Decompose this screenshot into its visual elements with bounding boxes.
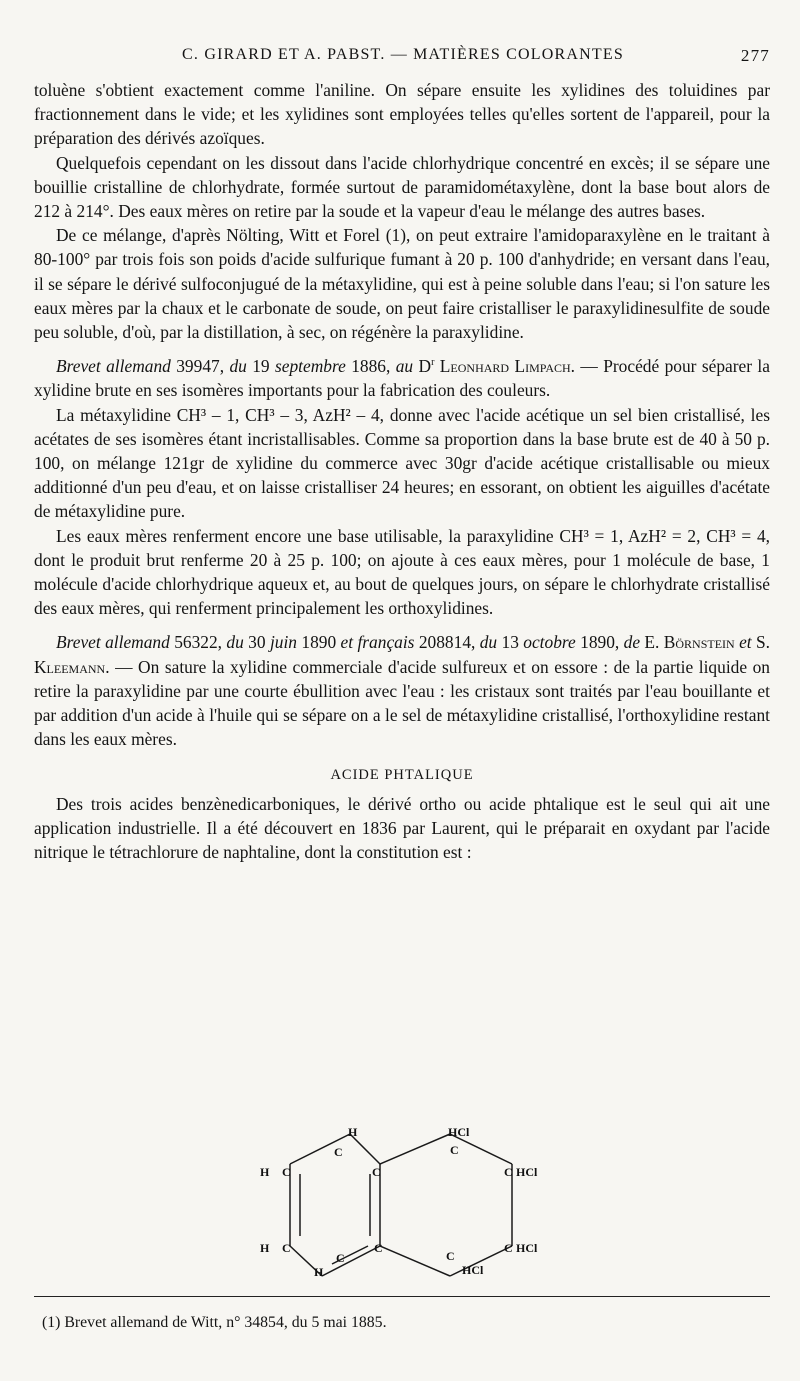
footnote-text: Brevet allemand de Witt, n° 34854, du 5 mai 1885. — [60, 1314, 387, 1331]
label-c9: C — [336, 1251, 345, 1265]
running-head-title: C. GIRARD ET A. PABST. — MATIÈRES COLORANTES — [182, 46, 624, 63]
paragraph-1: toluène s'obtient exactement comme l'aniline. On sépare ensuite les xylidines des toluidines par fractionnement dans le vide; et les xylidines sont employées telles qu'elles sortent de l'appareil, pour la préparation des dérivés azoïques. — [34, 80, 770, 149]
patent2-et-francais: et français — [340, 632, 415, 653]
footnote-marker: (1) — [42, 1314, 61, 1331]
patent2-initial-e: E. — [640, 632, 664, 653]
patent2-month1: juin — [269, 632, 297, 653]
patent-author: Leonhard Limpach. — [434, 356, 576, 377]
patent2-label: Brevet allemand — [56, 632, 170, 653]
patent-number: 39947, — [170, 356, 230, 377]
label-c5: C — [504, 1165, 513, 1179]
patent-paragraph-limpach — [34, 354, 770, 402]
patent2-day1: 30 — [243, 632, 270, 653]
patent2-du1: du — [226, 632, 244, 653]
label-h-left-top: H — [260, 1165, 270, 1179]
label-hcl-top: HCl — [448, 1125, 470, 1139]
label-c3: C — [282, 1165, 291, 1179]
patent-au: au — [395, 356, 414, 377]
patent-label: Brevet allemand — [56, 356, 171, 377]
label-c1: C — [334, 1145, 343, 1159]
running-head — [36, 40, 770, 70]
paragraph-metaxylidine: La métaxylidine CH³ – 1, CH³ – 3, AzH² – 4, donne avec l'acide acétique un sel bien cristallisé, les acétates de ses isomères étant incristallisables. Comme sa proportion dans la base brute est de 40 à 50 p. 100, on mélange 121gr de xylidine du commerce avec 30gr d'acide acétique cristallisable ou mieux additionné d'un peu d'eau, et on laisse cristalliser 24 heures; en essorant, on obtient les aiguilles d'acétate de métaxylidine pure. — [34, 404, 770, 522]
label-h-left-bottom: H — [260, 1241, 270, 1255]
patent-paragraph-bornstein — [34, 630, 770, 751]
footnote — [42, 1314, 387, 1332]
patent-year: 1886, — [345, 356, 396, 377]
footnote-rule — [34, 1296, 770, 1297]
label-h-bottom: H — [314, 1265, 324, 1279]
paragraph-paraxylidine: Les eaux mères renferment encore une base utilisable, la paraxylidine CH³ = 1, AzH² = 2, CH³ = 4, dont le produit brut renferme 20 à 25 p. 100; on ajoute à ces eaux mères, pour 1 molécule de base, 1 molécule d'acide chlorhydrique aqueux et, au bout de quelques jours, on sépare le chlorhydrate cristallisé des eaux mères, qui renferment principalement les orthoxylidines. — [34, 525, 770, 619]
patent2-number2: 208814, — [414, 632, 480, 653]
label-h-top: H — [348, 1125, 358, 1139]
patent2-author2: Kleemann. — [34, 656, 110, 677]
patent-description: — Procédé pour séparer la xylidine brute en ses isomères importants pour la fabrication des couleurs. — [34, 356, 770, 401]
label-c6: C — [282, 1241, 291, 1255]
label-c7: C — [374, 1241, 383, 1255]
patent2-et: et — [734, 632, 756, 653]
patent2-year2: 1890, — [575, 632, 624, 653]
label-c2: C — [450, 1143, 459, 1157]
patent-du: du — [229, 356, 247, 377]
label-hcl-bottom: HCl — [462, 1263, 484, 1277]
patent-day: 19 — [246, 356, 275, 377]
patent2-month2: octobre — [523, 632, 576, 653]
patent-dr-sup: r — [431, 357, 435, 369]
patent2-description: — On sature la xylidine commerciale d'acide sulfureux et on essore : de la partie liquide on retire la paraxylidine par une courte ébullition avec l'eau : les cristaux sont traités par l'eau bouillante et par addition d'un acide à l'huile qui se sépare on a le sel de métaxylidine cristallisé, l'orthoxylidine restant dans les eaux mères. — [34, 656, 770, 750]
label-c8: C — [504, 1241, 513, 1255]
patent2-day2: 13 — [497, 632, 524, 653]
naphthalene-tetrachloride-diagram — [250, 1124, 550, 1284]
paragraph-2: Quelquefois cependant on les dissout dans l'acide chlorhydrique concentré en excès; il se sépare une bouillie cristalline de chlorhydrate, formée surtout de paramidométaxylène, dont la base bout alors de 212 à 214°. Des eaux mères on retire par la soude et la vapeur d'eau le mélange des autres bases. — [34, 152, 770, 222]
label-hcl-right-mid: HCl — [516, 1241, 538, 1255]
patent2-du2: du — [479, 632, 498, 653]
paragraph-3: De ce mélange, d'après Nölting, Witt et Forel (1), on peut extraire l'amidoparaxylène en le traitant à 80-100° par trois fois son poids d'acide sulfurique fumant à 20 p. 100 d'anhydride; en versant dans l'eau, il se sépare le dérivé sulfoconjugué de la métaxylidine, qui est à peine soluble dans l'eau; si l'on sature les eaux mères par la chaux et le carbonate de soude, on peut faire cristalliser le paraxylidinesulfite de soude peu soluble, d'où, par la distillation, à sec, on régénère la paraxylidine. — [34, 225, 770, 343]
patent2-year1: 1890 — [297, 632, 341, 653]
patent2-de: de — [623, 632, 641, 653]
structural-formula — [250, 1124, 550, 1284]
label-c4: C — [372, 1165, 381, 1179]
label-c10: C — [446, 1249, 455, 1263]
patent-dr: D — [413, 356, 432, 377]
paragraph-phtalique: Des trois acides benzènedicarboniques, le dérivé ortho ou acide phtalique est le seul qui ait une application industrielle. Il a été découvert en 1836 par Laurent, qui le préparait en oxydant par l'acide nitrique le tétrachlorure de naphtaline, dont la constitution est : — [34, 793, 770, 863]
label-hcl-right-top: HCl — [516, 1165, 538, 1179]
formula-labels — [260, 1125, 538, 1279]
patent2-number1: 56322, — [169, 632, 227, 653]
formula-bonds — [290, 1134, 512, 1276]
page-number: 277 — [740, 46, 770, 65]
section-title: ACIDE PHTALIQUE — [330, 767, 474, 784]
patent2-author1: Börnstein — [663, 632, 735, 653]
patent2-initial-s: S. — [756, 632, 771, 653]
body-text — [34, 78, 770, 864]
patent-month: septembre — [275, 356, 346, 377]
